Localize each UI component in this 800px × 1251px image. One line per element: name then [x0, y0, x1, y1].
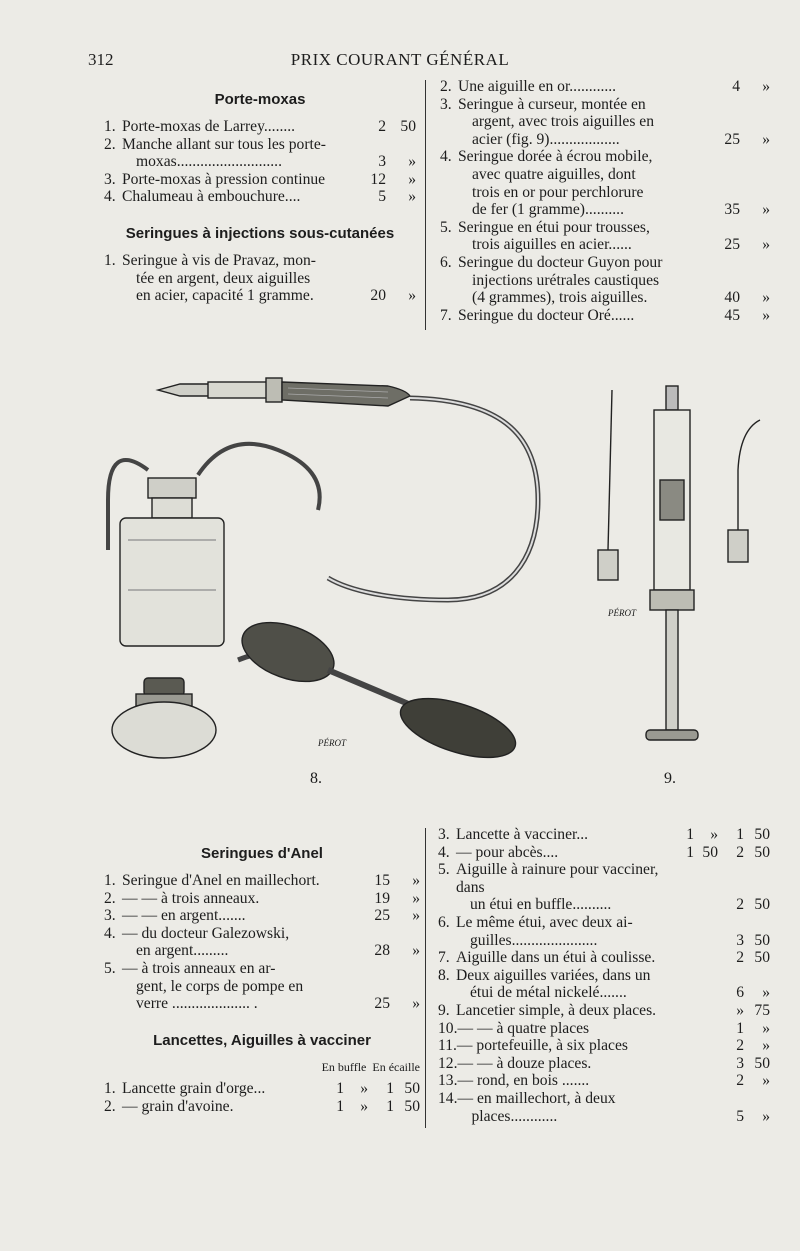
entry-line: — du docteur Galezowski, [122, 924, 290, 942]
entry-price [358, 171, 416, 189]
column-divider-top [425, 80, 426, 330]
seringues-right-list [440, 78, 770, 324]
price-p1: 45 [724, 306, 740, 324]
entry-number: 2. [104, 135, 116, 153]
entry-line: Aiguille dans un étui à coulisse. [456, 949, 656, 967]
entry-price [666, 896, 770, 914]
price-b1 [666, 1020, 694, 1038]
catalog-entry [438, 967, 770, 1002]
engraver-signature-fig9: PÉROT [608, 608, 636, 618]
entry-line: un étui en buffle.......... [470, 896, 612, 914]
price-e2: 50 [754, 1054, 770, 1072]
entry-line: argent, avec trois aiguilles en [472, 113, 655, 131]
section-heading-seringues-anel: Seringues d'Anel [201, 845, 323, 862]
price-p2: » [762, 306, 770, 324]
entry-line: Seringue du docteur Oré...... [458, 306, 635, 324]
catalog-entry [438, 826, 770, 844]
price-header-ecaille: En écaille [372, 1059, 420, 1074]
entry-number: 4. [104, 924, 116, 942]
catalog-entry [440, 96, 770, 149]
catalog-entry [438, 914, 770, 949]
entry-price [666, 949, 770, 967]
catalog-entry [104, 118, 416, 136]
entry-line: acier (fig. 9).................. [472, 130, 620, 148]
price-p1: 20 [370, 287, 386, 305]
entry-line: Lancetier simple, à deux places. [456, 1001, 657, 1019]
entry-price [362, 995, 420, 1013]
catalog-entry [104, 960, 420, 1013]
price-b2 [694, 1072, 718, 1090]
price-b2: » [360, 1097, 368, 1115]
catalog-entry [440, 78, 770, 96]
price-b1 [666, 1055, 694, 1073]
price-p2: » [762, 130, 770, 148]
entry-line: guilles...................... [470, 931, 598, 949]
entry-number: 6. [438, 913, 450, 931]
entry-number: 7. [438, 949, 450, 967]
entry-description [458, 78, 712, 96]
catalog-entry [438, 1020, 770, 1038]
catalog-entry [438, 1002, 770, 1020]
entry-price [666, 826, 770, 844]
entry-number: 3. [440, 95, 452, 113]
price-e2: 75 [754, 1001, 770, 1019]
entry-number: 11. [438, 1037, 457, 1055]
price-p1: 19 [374, 889, 390, 907]
moxa-nozzle [158, 378, 410, 406]
price-b1 [666, 1002, 694, 1020]
catalog-entry [104, 1080, 420, 1098]
entry-price [358, 188, 416, 206]
entry-line: gent, le corps de pompe en [136, 977, 304, 995]
catalog-entry [104, 252, 416, 305]
entry-description [458, 1020, 667, 1038]
catalog-entry [440, 219, 770, 254]
catalog-entry [438, 844, 770, 862]
price-e1: 2 [736, 1037, 744, 1055]
entry-number: 1. [104, 251, 116, 269]
entry-line: — pour abcès.... [456, 843, 559, 861]
catalog-entry [438, 1037, 770, 1055]
price-p1: 5 [378, 188, 386, 206]
entry-number: 4. [438, 843, 450, 861]
price-b1: 1 [686, 826, 694, 843]
entry-description [122, 907, 362, 925]
porte-moxas-list [104, 118, 416, 206]
price-column-headers [104, 1059, 420, 1077]
entry-description [122, 872, 362, 890]
price-b1 [666, 984, 694, 1002]
price-b1 [666, 1108, 694, 1126]
entry-number: 9. [438, 1001, 450, 1019]
entry-line: Lancette à vacciner... [456, 826, 589, 843]
entry-price [712, 236, 770, 254]
entry-line: Seringue dorée à écrou mobile, [458, 148, 653, 166]
entry-price [666, 1002, 770, 1020]
running-title: PRIX COURANT GÉNÉRAL [290, 50, 510, 69]
column-top-right [440, 78, 770, 324]
entry-price [316, 1098, 420, 1116]
lancettes-list [104, 1080, 420, 1115]
entry-description [122, 171, 358, 189]
price-b1 [666, 949, 694, 967]
price-b1 [666, 896, 694, 914]
entry-description [458, 148, 712, 218]
entry-number: 8. [438, 966, 450, 984]
needle-left [598, 390, 618, 580]
price-p1: 35 [724, 201, 740, 219]
entry-line: — rond, en bois ....... [457, 1072, 590, 1090]
entry-line: — grain d'avoine. [122, 1097, 234, 1115]
price-e1: 1 [386, 1097, 394, 1115]
section-heading-porte-moxas: Porte-moxas [214, 91, 306, 108]
entry-line: Le même étui, avec deux ai- [456, 913, 633, 931]
entry-price [316, 1080, 420, 1098]
entry-description [458, 1090, 667, 1125]
tube-from-nozzle [328, 398, 538, 600]
engraving-illustrations [88, 360, 768, 800]
entry-price [712, 78, 770, 96]
entry-line: Seringue du docteur Guyon pour [458, 253, 663, 271]
figure-8-label: 8. [310, 770, 322, 787]
catalog-entry [438, 1090, 770, 1125]
entry-price [362, 872, 420, 890]
price-p2: » [408, 287, 416, 305]
price-b1: 1 [686, 843, 694, 861]
entry-number: 12. [438, 1054, 458, 1072]
price-b2 [694, 1108, 718, 1126]
price-p1: 28 [374, 942, 390, 960]
price-b2 [694, 1002, 718, 1020]
entry-line: tée en argent, deux aiguilles [136, 269, 311, 287]
entry-number: 3. [104, 907, 116, 925]
entry-line: Une aiguille en or............ [458, 78, 617, 95]
catalog-entry [104, 872, 420, 890]
section-heading-seringues-sous-cutanees: Seringues à injections sous-cutanées [125, 224, 395, 242]
price-b1 [666, 1072, 694, 1090]
figure-9-syringe [598, 386, 760, 740]
seringues-anel-list [104, 872, 420, 1013]
spirit-lamp [112, 678, 216, 758]
entry-description [456, 1002, 666, 1020]
price-b2: 50 [702, 843, 718, 861]
entry-description [456, 844, 666, 862]
price-p1: 25 [374, 907, 390, 925]
entry-line: Seringue à vis de Pravaz, mon- [122, 251, 317, 269]
entry-price [666, 1108, 770, 1126]
entry-price [712, 131, 770, 149]
catalog-entry [104, 907, 420, 925]
price-b1 [666, 932, 694, 950]
entry-number: 10. [438, 1019, 458, 1037]
catalog-entry [104, 171, 416, 189]
catalog-entry [104, 136, 416, 171]
price-b2: » [360, 1080, 368, 1098]
figure-9-label: 9. [664, 770, 676, 787]
entry-line: — portefeuille, à six places [456, 1037, 628, 1055]
entry-description [458, 1055, 667, 1073]
entry-description [122, 188, 358, 206]
price-b1: 1 [336, 1080, 344, 1098]
entry-number: 2. [440, 78, 452, 95]
price-e2: » [762, 1019, 770, 1037]
price-e1: 3 [736, 931, 744, 949]
entry-price [666, 1037, 770, 1055]
entry-line: verre .................... . [136, 995, 258, 1013]
seringues-sous-cutanees-list [104, 252, 416, 305]
price-e1: » [736, 1001, 744, 1019]
price-header-buffle: En buffle [321, 1059, 367, 1074]
entry-price [666, 1072, 770, 1090]
entry-number: 5. [440, 218, 452, 236]
price-e1: 2 [736, 949, 744, 967]
price-p2: » [762, 289, 770, 307]
price-e2: 50 [754, 896, 770, 914]
column-bottom-right [438, 826, 770, 1125]
entry-description [122, 960, 362, 1013]
catalog-entry [438, 861, 770, 914]
price-e1: 6 [736, 984, 744, 1002]
entry-description [456, 967, 666, 1002]
entry-description [458, 96, 712, 149]
entry-description [456, 826, 666, 844]
price-e1: 3 [736, 1054, 744, 1072]
price-b2 [694, 984, 718, 1002]
entry-description [456, 861, 666, 914]
catalog-entry [104, 188, 416, 206]
entry-number: 7. [440, 306, 452, 324]
entry-number: 3. [438, 826, 450, 843]
entry-line: Chalumeau à embouchure.... [122, 188, 301, 206]
entry-description [458, 254, 712, 307]
price-p2: » [408, 188, 416, 206]
catalog-entry [440, 307, 770, 325]
rubber-bulbs [234, 611, 522, 769]
entry-number: 1. [104, 118, 116, 135]
engraver-signature-fig8: PÉROT [318, 738, 346, 748]
catalog-entry [438, 1055, 770, 1073]
entry-price [362, 890, 420, 908]
entry-line: places............ [471, 1107, 558, 1125]
price-b2 [694, 896, 718, 914]
entry-description [458, 1072, 667, 1090]
catalog-entry [438, 1072, 770, 1090]
catalog-entry [438, 949, 770, 967]
column-bottom-left [104, 844, 420, 1116]
entry-description [122, 925, 362, 960]
price-p2: » [412, 889, 420, 907]
price-p1: 4 [732, 78, 740, 95]
catalog-entry [104, 925, 420, 960]
price-e2: 50 [754, 843, 770, 861]
entry-line: Lancette grain d'orge... [122, 1080, 266, 1098]
price-e1: 1 [736, 1019, 744, 1037]
entry-price [358, 287, 416, 305]
entry-line: avec quatre aiguilles, dont [472, 165, 636, 183]
price-p2: » [412, 907, 420, 925]
entry-description [458, 307, 712, 325]
price-p1: 25 [724, 236, 740, 254]
entry-line: Porte-moxas à pression continue [122, 170, 326, 188]
entry-line: Seringue d'Anel en maillechort. [122, 872, 320, 889]
entry-line: Seringue en étui pour trousses, [458, 218, 650, 236]
entry-price [666, 844, 770, 862]
price-p1: 15 [374, 872, 390, 889]
price-e2: 50 [754, 931, 770, 949]
figure-8-porte-moxas-apparatus [108, 378, 538, 769]
entry-number: 3. [104, 170, 116, 188]
price-b2 [694, 949, 718, 967]
entry-number: 1. [104, 872, 116, 889]
entry-price [362, 942, 420, 960]
entry-price [358, 118, 416, 136]
price-e2: » [762, 984, 770, 1002]
entry-line: — — en argent....... [122, 907, 246, 925]
entry-price [666, 932, 770, 950]
price-b1: 1 [336, 1097, 344, 1115]
entry-number: 4. [104, 188, 116, 206]
price-e2: 50 [404, 1080, 420, 1098]
entry-line: Manche allant sur tous les porte- [122, 135, 326, 153]
entry-number: 5. [104, 959, 116, 977]
entry-line: trois aiguilles en acier...... [472, 236, 632, 254]
entry-line: injections urétrales caustiques [472, 271, 660, 289]
price-p2: » [408, 153, 416, 171]
entry-line: en argent......... [136, 942, 229, 960]
price-b1 [666, 1037, 694, 1055]
entry-description [122, 890, 362, 908]
price-e2: » [762, 1072, 770, 1090]
price-e1: 2 [736, 843, 744, 861]
column-divider-bottom [425, 828, 426, 1128]
price-b2 [694, 1037, 718, 1055]
entry-line: Porte-moxas de Larrey........ [122, 118, 296, 135]
entry-number: 14. [438, 1089, 458, 1107]
syringe-body [646, 386, 698, 740]
entry-number: 1. [104, 1080, 116, 1098]
price-p2: » [412, 872, 420, 889]
price-e1: 5 [736, 1107, 744, 1125]
entry-line: — à trois anneaux en ar- [122, 959, 276, 977]
entry-price [712, 289, 770, 307]
price-b2 [694, 1055, 718, 1073]
entry-description [122, 118, 358, 136]
price-p2: » [412, 942, 420, 960]
catalog-entry [104, 1098, 420, 1116]
entry-line: de fer (1 gramme).......... [472, 201, 624, 219]
entry-line: — — à trois anneaux. [122, 889, 260, 907]
column-top-left [104, 90, 416, 305]
price-p2: » [408, 170, 416, 188]
entry-description [122, 136, 358, 171]
price-b2 [694, 932, 718, 950]
bottle [108, 444, 320, 646]
price-b2: » [710, 826, 718, 843]
section-heading-lancettes: Lancettes, Aiguilles à vacciner [153, 1031, 371, 1049]
entry-price [358, 153, 416, 171]
price-b2 [694, 1020, 718, 1038]
price-e2: 50 [404, 1097, 420, 1115]
price-e1: 1 [736, 826, 744, 843]
page-number: 312 [88, 50, 114, 69]
entry-line: trois en or pour perchlorure [472, 183, 644, 201]
catalog-entry [440, 148, 770, 218]
entry-price [712, 307, 770, 325]
price-e2: 50 [754, 949, 770, 967]
entry-line: — — à quatre places [457, 1019, 590, 1037]
price-p1: 25 [374, 995, 390, 1013]
entry-price [666, 1020, 770, 1038]
entry-number: 5. [438, 861, 450, 879]
entry-price [362, 907, 420, 925]
entry-description [458, 219, 712, 254]
running-head [0, 50, 800, 74]
lancettes-right-list [438, 826, 770, 1125]
price-p2: » [762, 201, 770, 219]
price-e2: » [762, 1107, 770, 1125]
entry-line: moxas........................... [136, 153, 282, 171]
price-p2: » [762, 236, 770, 254]
price-p1: 2 [378, 118, 386, 135]
entry-price [712, 201, 770, 219]
price-e2: 50 [754, 826, 770, 843]
entry-description [122, 1080, 316, 1098]
price-p2: » [412, 995, 420, 1013]
catalog-entry [440, 254, 770, 307]
entry-line: Deux aiguilles variées, dans un [456, 966, 651, 984]
entry-price [666, 1055, 770, 1073]
entry-line: — en maillechort, à deux [457, 1089, 616, 1107]
entry-description [122, 1098, 316, 1116]
entry-description [456, 949, 666, 967]
entry-number: 2. [104, 889, 116, 907]
entry-number: 4. [440, 148, 452, 166]
price-e2: » [762, 1037, 770, 1055]
price-p2: 50 [400, 118, 416, 135]
entry-number: 13. [438, 1072, 458, 1090]
entry-line: en acier, capacité 1 gramme. [136, 287, 314, 305]
price-e1: 2 [736, 1072, 744, 1090]
entry-description [456, 914, 666, 949]
price-e1: 1 [386, 1080, 394, 1098]
entry-line: (4 grammes), trois aiguilles. [472, 289, 648, 307]
entry-number: 2. [104, 1097, 116, 1115]
entry-line: Seringue à curseur, montée en [458, 95, 646, 113]
entry-description [122, 252, 358, 305]
price-p1: 40 [724, 289, 740, 307]
price-p1: 25 [724, 130, 740, 148]
price-e1: 2 [736, 896, 744, 914]
price-p2: » [762, 78, 770, 95]
needle-right [728, 420, 760, 562]
entry-description [457, 1037, 666, 1055]
catalog-entry [104, 890, 420, 908]
figure-area [88, 360, 768, 800]
entry-line: étui de métal nickelé....... [470, 984, 627, 1002]
entry-number: 6. [440, 253, 452, 271]
price-p1: 3 [378, 153, 386, 171]
entry-line: Aiguille à rainure pour vacciner, dans [456, 861, 659, 896]
entry-price [666, 984, 770, 1002]
price-p1: 12 [370, 170, 386, 188]
entry-line: — — à douze places. [457, 1054, 592, 1072]
